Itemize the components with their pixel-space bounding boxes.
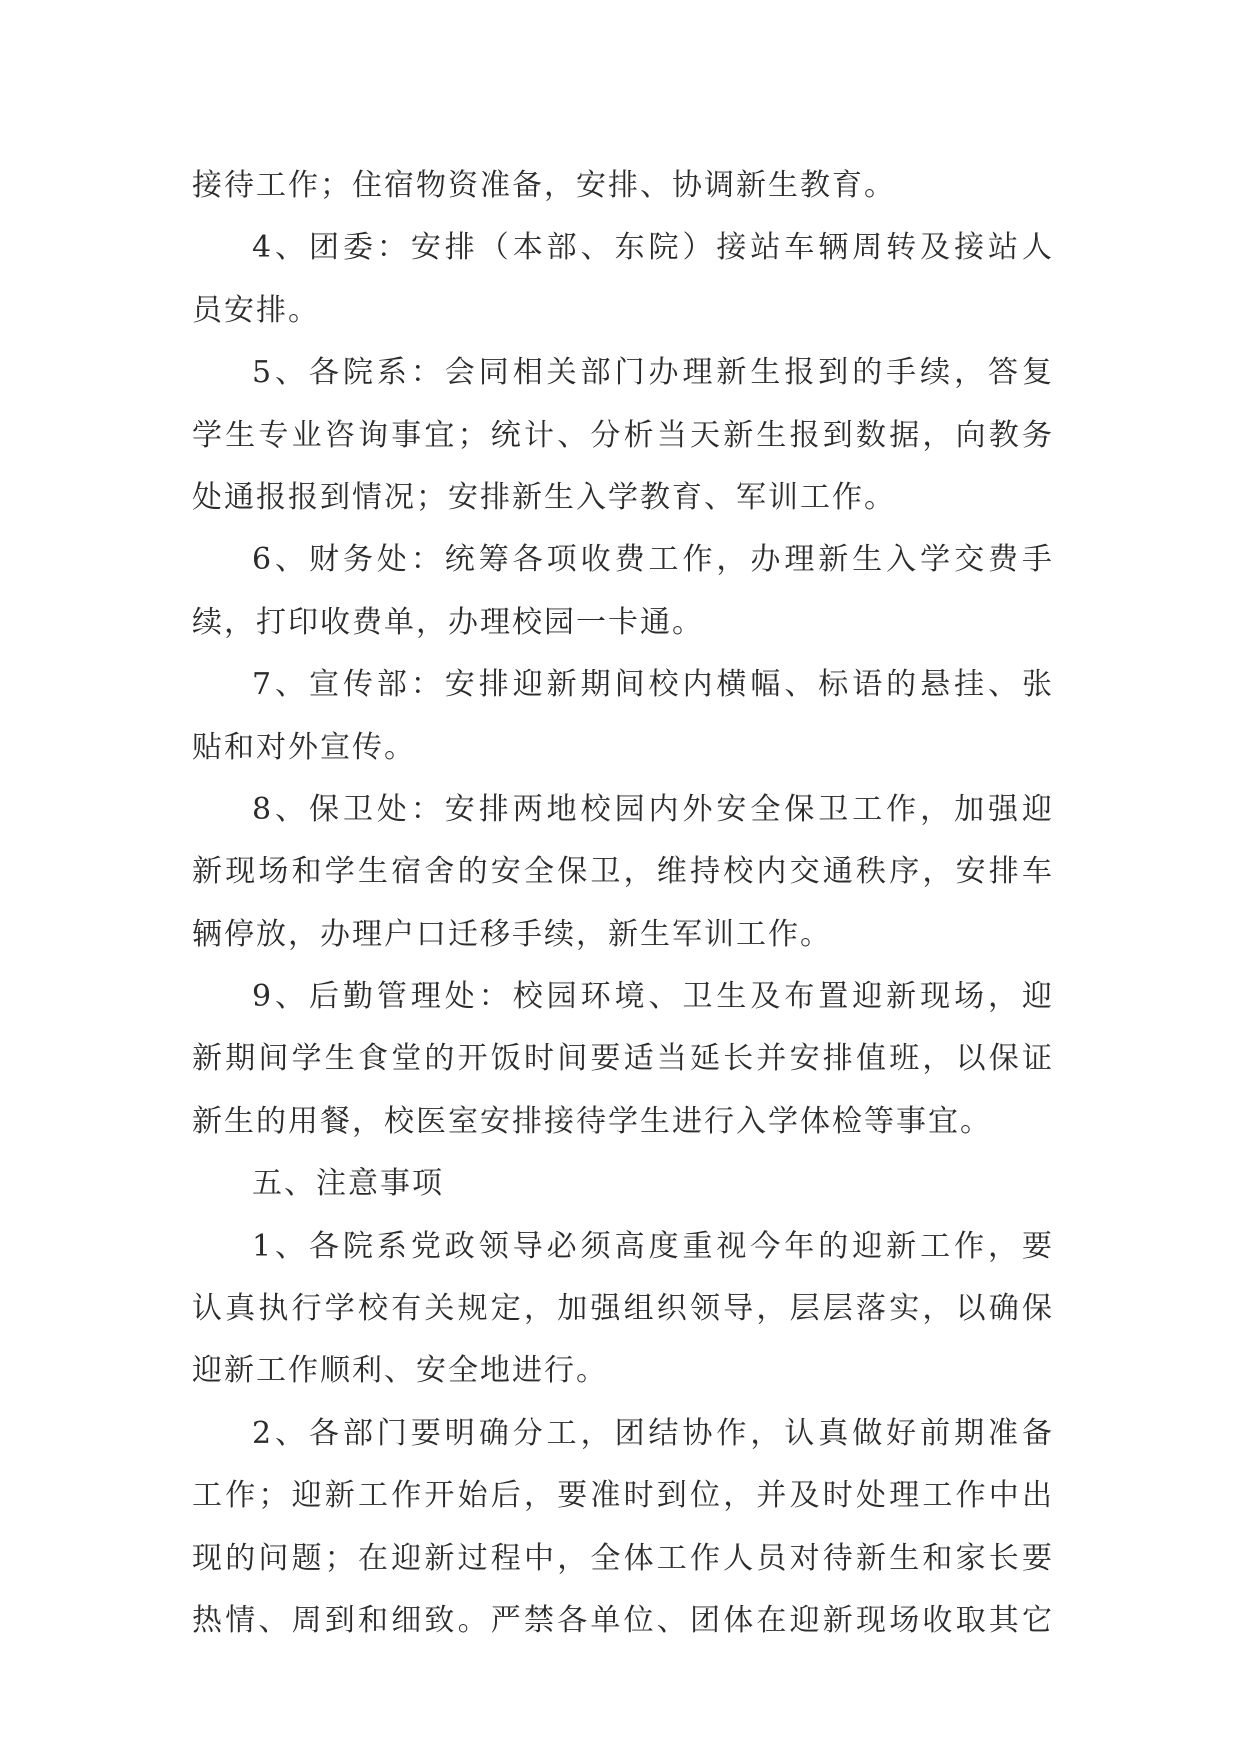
text-line: 贴和对外宣传。 (192, 729, 416, 765)
text-line: 新期间学生食堂的开饭时间要适当延长并安排值班，以保证 (192, 1041, 1054, 1077)
text-line: 处通报报到情况；安排新生入学教育、军训工作。 (192, 479, 896, 515)
text-line: 4、团委：安排（本部、东院）接站车辆周转及接站人 (252, 230, 1054, 266)
text-line: 现的问题；在迎新过程中，全体工作人员对待新生和家长要 (192, 1540, 1054, 1576)
text-line: 迎新工作顺利、安全地进行。 (192, 1353, 608, 1389)
document-body (192, 155, 1054, 1652)
text-line: 接待工作；住宿物资准备，安排、协调新生教育。 (192, 168, 896, 203)
text-line: 五、注意事项 (252, 1166, 444, 1202)
text-line: 员安排。 (192, 292, 320, 328)
text-line: 6、财务处：统筹各项收费工作，办理新生入学交费手 (252, 542, 1054, 578)
text-line: 热情、周到和细致。严禁各单位、团体在迎新现场收取其它 (192, 1602, 1054, 1638)
text-line: 辆停放，办理户口迁移手续，新生军训工作。 (192, 916, 832, 952)
text-line: 8、保卫处：安排两地校园内外安全保卫工作，加强迎 (252, 791, 1054, 827)
text-line: 2、各部门要明确分工，团结协作，认真做好前期准备 (252, 1415, 1054, 1451)
text-line: 认真执行学校有关规定，加强组织领导，层层落实，以确保 (192, 1291, 1054, 1327)
text-line: 7、宣传部：安排迎新期间校内横幅、标语的悬挂、张 (252, 667, 1054, 703)
text-line: 工作；迎新工作开始后，要准时到位，并及时处理工作中出 (192, 1478, 1054, 1514)
text-line: 学生专业咨询事宜；统计、分析当天新生报到数据，向教务 (192, 417, 1054, 453)
text-line: 续，打印收费单，办理校园一卡通。 (192, 604, 704, 640)
text-line: 5、各院系：会同相关部门办理新生报到的手续，答复 (252, 355, 1054, 391)
text-line: 新生的用餐，校医室安排接待学生进行入学体检等事宜。 (192, 1103, 992, 1139)
text-line: 新现场和学生宿舍的安全保卫，维持校内交通秩序，安排车 (192, 854, 1054, 890)
text-line: 1、各院系党政领导必须高度重视今年的迎新工作，要 (252, 1228, 1054, 1264)
text-line: 9、后勤管理处：校园环境、卫生及布置迎新现场，迎 (252, 979, 1054, 1015)
